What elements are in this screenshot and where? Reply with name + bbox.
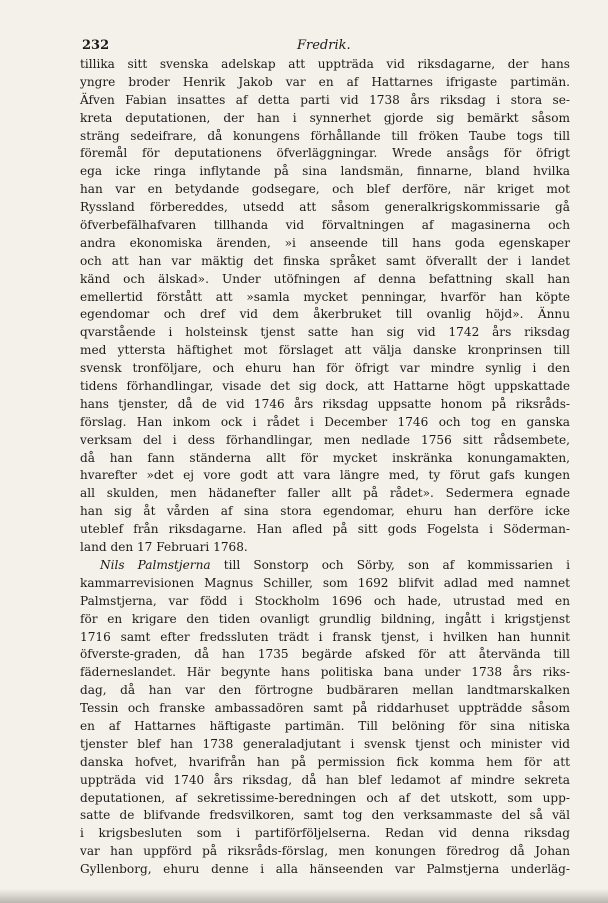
text-line — [80, 557, 570, 575]
text-line: sträng sedeifrare, då konungens förhållande till fröken Taube togs till — [80, 128, 570, 143]
text-line: tidens förhandlingar, visade det sig dock, att Hattarne högt uppskattade — [80, 379, 570, 394]
text-line: satte de blifvande fredsvilkoren, samt tog den verksammaste del så väl — [80, 808, 570, 823]
text-line: hans tjenster, då de vid 1746 års riksdag uppsatte honom på riksråds- — [80, 396, 570, 411]
text-line: deputationen, af sekretissime-beredningen och af det utskott, som upp- — [80, 790, 570, 805]
page-header — [82, 38, 522, 56]
text-line: Tessin och franske ambassadören samt på riddarhuset uppträdde såsom — [80, 701, 570, 716]
text-line: då han fann ständerna allt för mycket inskränka konungamakten, — [80, 450, 570, 465]
text-line: dag, då han var den förtrogne budbäraren mellan landtmarskalken — [80, 683, 570, 698]
entry-text: till Sonstorp och Sörby, son af kommissarien i — [210, 557, 570, 572]
text-line: öfverste-graden, då han 1735 begärde afsked för att återvända till — [80, 647, 570, 662]
text-line: kreta deputationen, der han i synnerhet gjorde sig bemärkt såsom — [80, 110, 570, 125]
text-line: uppträda vid 1740 års riksdag, då han blef ledamot af mindre sekreta — [80, 772, 570, 787]
text-line: hvarefter »det ej vore godt att vara längre med, ty förut gafs kungen — [80, 468, 570, 483]
text-line: yngre broder Henrik Jakob var en af Hattarnes ifrigaste partimän. — [80, 74, 570, 89]
text-line: känd och älskad». Under utöfningen af denna befattning skall han — [80, 271, 570, 286]
text-line: land den 17 Februari 1768. — [80, 540, 248, 555]
text-line: emellertid förstått att »samla mycket penningar, hvarför han köpte — [80, 289, 570, 304]
text-line: danska hofvet, hvarifrån han på permission fick komma hem för att — [80, 754, 570, 769]
text-line: egendomar och dref vid dem åkerbruket till ovanlig höjd». Ännu — [80, 307, 570, 322]
text-line: föremål för deputationens öfverläggningar. Wrede ansågs för öfrigt — [80, 146, 570, 161]
text-line: ega icke ringa inflytande på sina landsmän, finnarne, bland hvilka — [80, 164, 570, 179]
text-line: öfverbefälhafvaren tillhanda vid förvaltningen af magasinerna och — [80, 218, 570, 233]
text-line: var han uppförd på riksråds-förslag, men konungen föredrog då Johan — [80, 844, 570, 859]
text-line: förslag. Han inkom ock i rådet i December 1746 och tog en ganska — [80, 414, 570, 429]
body-text — [80, 56, 570, 879]
scan-edge-shadow — [0, 889, 608, 903]
page-number: 232 — [82, 38, 110, 53]
text-line: han var en betydande godsegare, och blef derföre, när kriget mot — [80, 182, 570, 197]
text-line: Gyllenborg, ehuru denne i alla hänseenden var Palmstjerna underläg- — [80, 862, 570, 877]
text-line: han sig åt vården af sina stora egendomar, ehuru han derföre icke — [80, 504, 570, 519]
text-line: 1716 samt efter fredssluten trädt i fransk tjenst, i hvilken han hunnit — [80, 629, 570, 644]
text-line: fäderneslandet. Här begynte hans politiska bana under 1738 års riks- — [80, 665, 570, 680]
text-line: qvarstående i holsteinsk tjenst satte han sig vid 1742 års riksdag — [80, 325, 570, 340]
paragraph-fredrik-wrede — [80, 56, 570, 557]
text-line: svensk tronföljare, och ehuru han för öfrigt var mindre synlig i den — [80, 361, 570, 376]
entry-name: Nils Palmstjerna — [100, 557, 211, 572]
text-line: all skulden, men hädanefter faller allt på rådet». Sedermera egnade — [80, 486, 570, 501]
text-line: tillika sitt svenska adelskap att uppträda vid riksdagarne, der hans — [80, 57, 570, 71]
text-line: verksam del i dess förhandlingar, men nedlade 1756 sitt rådsembete, — [80, 432, 570, 447]
text-line: för en krigare den tiden ovanligt grundlig bildning, ingått i krigstjenst — [80, 611, 570, 626]
text-line: Äfven Fabian insattes af detta parti vid 1738 års riksdag i stora se- — [80, 92, 570, 107]
text-line: Palmstjerna, var född i Stockholm 1696 och hade, utrustad med en — [80, 593, 570, 608]
text-line: Ryssland förbereddes, utsedd att såsom generalkrigskommissarie gå — [80, 200, 570, 215]
paragraph-nils-palmstjerna — [80, 557, 570, 879]
text-line: en af Hattarnes häftigaste partimän. Till belöning för sina nitiska — [80, 718, 570, 733]
text-line: andra ekonomiska ärenden, »i anseende till hans goda egenskaper — [80, 235, 570, 250]
text-line: och att han var mäktig det finska språket samt öfverallt der i landet — [80, 253, 570, 268]
running-head: Fredrik. — [297, 38, 351, 53]
text-line: kammarrevisionen Magnus Schiller, som 1692 blifvit adlad med namnet — [80, 575, 570, 590]
text-line: uteblef från riksdagarne. Han afled på sitt gods Fogelsta i Söderman- — [80, 522, 570, 537]
text-line: med yttersta häftighet mot förslaget att välja danske kronprinsen till — [80, 343, 570, 358]
text-line: tjenster blef han 1738 generaladjutant i svensk tjenst och minister vid — [80, 736, 570, 751]
text-line: i krigsbesluten som i partiförföljelserna. Redan vid denna riksdag — [80, 826, 570, 841]
